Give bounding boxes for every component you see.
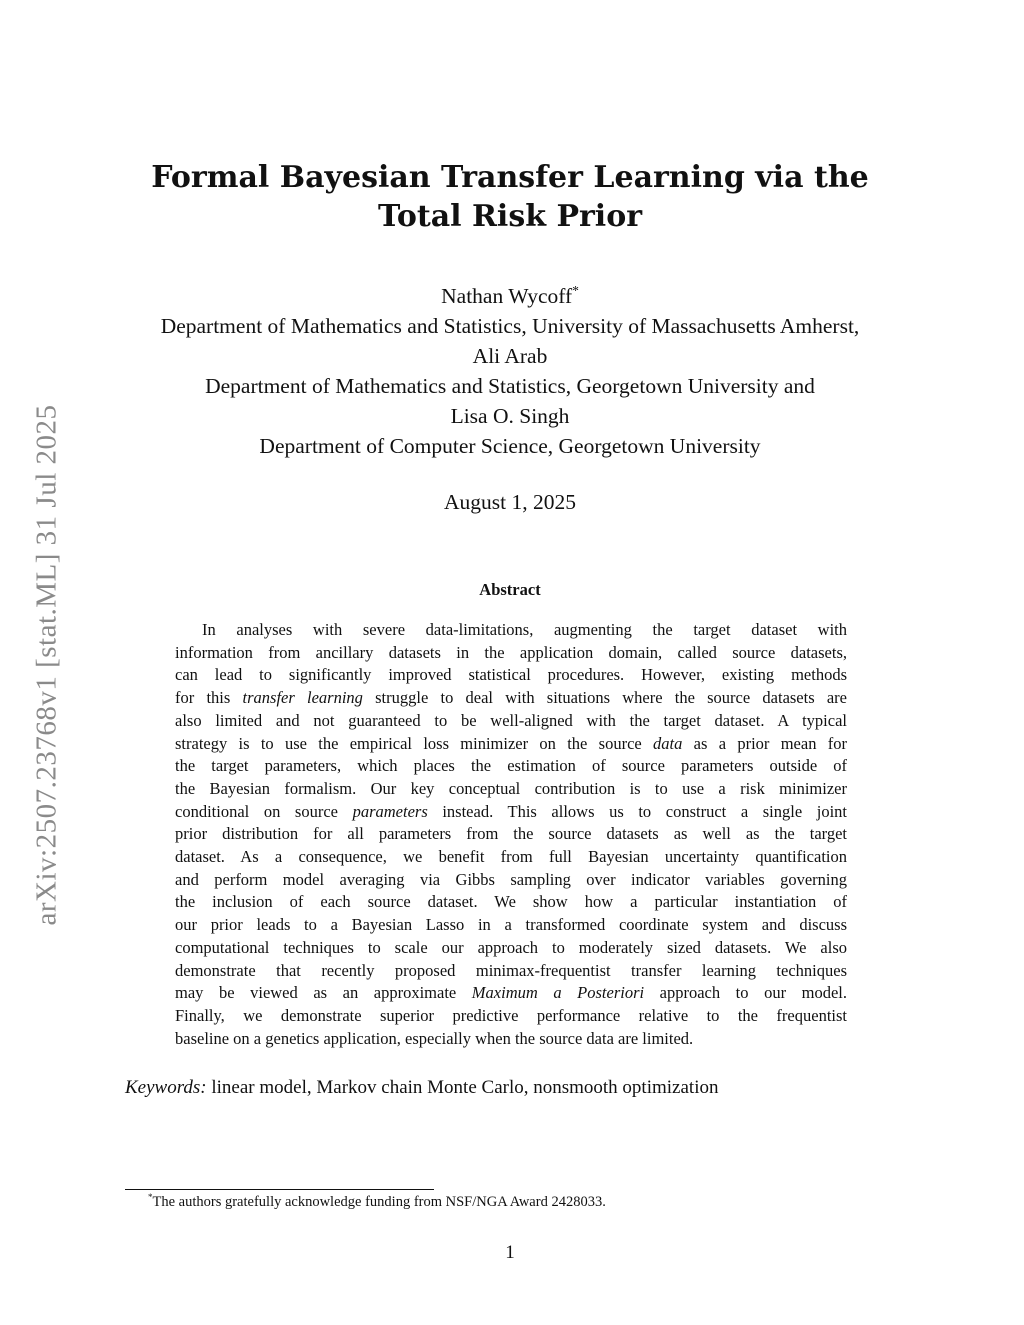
abstract-text: approach to our model. — [644, 983, 847, 1003]
author-3-affiliation: Department of Computer Science, Georgetown University — [259, 434, 761, 458]
author-1-affiliation: Department of Mathematics and Statistics, University of Massachusetts Amherst, — [160, 314, 860, 338]
funding-footnote — [148, 1194, 606, 1211]
abstract-line — [175, 710, 847, 733]
abstract-line — [175, 823, 847, 846]
abstract-line — [175, 1005, 847, 1028]
author-2-affiliation: Department of Mathematics and Statistics, Georgetown University and — [205, 374, 815, 398]
paper-title-line-2: Total Risk Prior — [377, 199, 643, 234]
abstract-line — [175, 1028, 847, 1051]
page-number: 1 — [505, 1242, 515, 1263]
abstract-text: can lead to significantly improved statistical procedures. However, existing methods — [175, 665, 847, 685]
author-3-name: Lisa O. Singh — [450, 404, 570, 428]
abstract-line — [175, 846, 847, 869]
abstract-text: also limited and not guaranteed to be well-aligned with the target dataset. A typical — [175, 710, 847, 730]
author-block — [80, 281, 940, 461]
abstract-emphasis: data — [653, 733, 683, 753]
abstract-line — [175, 733, 847, 756]
abstract-text: the target parameters, which places the estimation of source parameters outside of — [175, 756, 847, 776]
abstract-line — [175, 891, 847, 914]
abstract-text: strategy is to use the empirical loss minimizer on the source — [175, 733, 654, 753]
abstract-line — [175, 937, 847, 960]
abstract-line — [175, 801, 847, 824]
abstract-line — [175, 664, 847, 687]
abstract-line — [175, 869, 847, 892]
abstract-line — [175, 642, 847, 665]
abstract-text: Finally, we demonstrate superior predictive performance relative to the frequentist — [175, 1005, 847, 1025]
abstract-line — [175, 914, 847, 937]
abstract-line — [175, 687, 847, 710]
footnote-divider — [125, 1189, 434, 1190]
abstract-line — [175, 960, 847, 983]
abstract-text: the inclusion of each source dataset. We show how a particular instantiation of — [175, 892, 847, 912]
abstract-line — [175, 982, 847, 1005]
abstract-text: dataset. As a consequence, we benefit from full Bayesian uncertainty quantification — [175, 847, 847, 867]
author-1-footnote-mark: * — [572, 282, 579, 298]
abstract-emphasis: Maximum a Posteriori — [471, 983, 645, 1003]
abstract-emphasis: parameters — [352, 801, 428, 821]
paper-title-line-1: Formal Bayesian Transfer Learning via the — [151, 160, 869, 195]
author-1-name: Nathan Wycoff — [441, 284, 573, 308]
footnote-text: The authors gratefully acknowledge funding from NSF/NGA Award 2428033. — [152, 1194, 606, 1210]
abstract-text: conditional on source — [175, 801, 353, 821]
abstract-text: In analyses with severe data-limitations, augmenting the target dataset with — [202, 620, 847, 639]
abstract-line — [175, 755, 847, 778]
abstract-emphasis: transfer learning — [242, 688, 363, 708]
arxiv-identifier-stamp: arXiv:2507.23768v1 [stat.ML] 31 Jul 2025 — [30, 404, 63, 926]
abstract-text: struggle to deal with situations where the source datasets are — [362, 688, 847, 708]
author-2-name: Ali Arab — [472, 344, 548, 368]
abstract-text: baseline on a genetics application, especially when the source data are limited. — [175, 1028, 694, 1048]
keywords-label: Keywords: — [125, 1077, 207, 1098]
abstract-line — [175, 619, 847, 642]
abstract-heading: Abstract — [479, 580, 541, 599]
keywords-text: linear model, Markov chain Monte Carlo, nonsmooth optimization — [206, 1077, 719, 1098]
abstract-text: instead. This allows us to construct a single joint — [427, 801, 848, 821]
abstract-text: as a prior mean for — [682, 733, 847, 753]
author-1 — [80, 281, 940, 311]
abstract-text: and perform model averaging via Gibbs sampling over indicator variables governing — [175, 869, 847, 889]
abstract-text: demonstrate that recently proposed minimax-frequentist transfer learning techniques — [175, 960, 847, 980]
abstract-text: our prior leads to a Bayesian Lasso in a transformed coordinate system and discuss — [175, 915, 847, 935]
keywords-line — [125, 1077, 718, 1099]
abstract-text: may be viewed as an approximate — [175, 983, 472, 1003]
abstract-text: prior distribution for all parameters from the source datasets as well as the target — [175, 824, 847, 844]
paper-title — [110, 158, 910, 236]
abstract-body — [175, 619, 847, 1050]
abstract-line — [175, 778, 847, 801]
abstract-text: the Bayesian formalism. Our key conceptual contribution is to use a risk minimizer — [175, 778, 847, 798]
abstract-text: for this — [175, 688, 243, 708]
abstract-text: computational techniques to scale our approach to moderately sized datasets. We also — [175, 937, 847, 957]
footnote-mark: * — [148, 1192, 153, 1203]
abstract-text: information from ancillary datasets in the application domain, called source datasets, — [175, 642, 847, 662]
publication-date: August 1, 2025 — [444, 490, 576, 514]
